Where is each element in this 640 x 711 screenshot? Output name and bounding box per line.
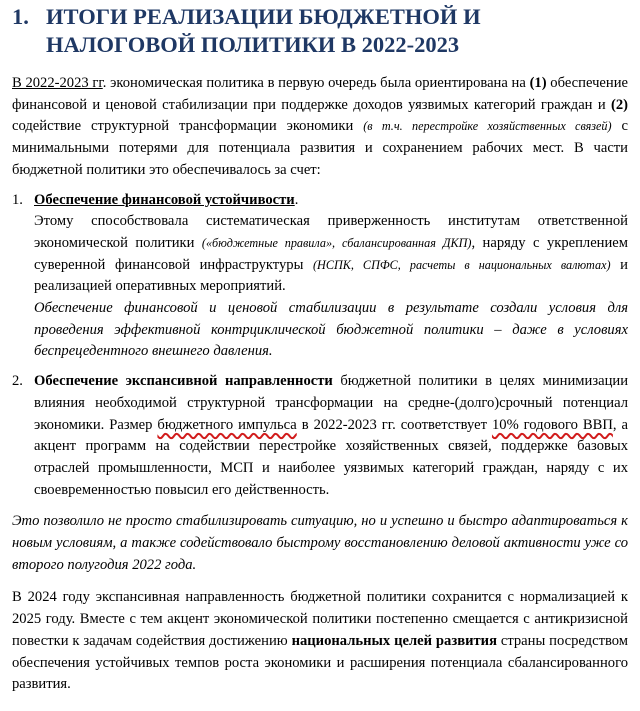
item-2-text-3: , а акцент программ на содействии перестройке хозяйственных связей, поддержке базовых отраслей промышленности, МСП и наиболее уязвимых категорий граждан, наряду с их своевременностью повысил его действенность. (34, 416, 628, 498)
item-2-highlight-impulse: бюджетного импульса (157, 416, 297, 433)
item-1-note-2: (НСПК, СПФС, расчеты в национальных валютах) (313, 257, 611, 272)
section-number: 1. (12, 4, 29, 29)
list-item (12, 190, 628, 364)
intro-text-4: с минимальными потерями для потенциала развития и сохранением рабочих мест. В части бюджетной политики это обеспечивалось за счет: (12, 118, 628, 178)
item-number: 2. (12, 373, 23, 390)
document-page (12, 0, 628, 696)
intro-note: (в т.ч. перестройке хозяйственных связей) (363, 119, 612, 134)
intro-marker-1: (1) (529, 75, 547, 91)
item-1-conclusion: Обеспечение финансовой и ценовой стабилизации в результате создали условия для проведения эффективной контрциклической бюджетной политики – даже в условиях беспрецедентного внешнего давления. (34, 300, 628, 360)
outlook-bold: национальных целей развития (291, 632, 497, 649)
outlook-text-2: страны посредством обеспечения устойчивых темпов роста экономики и расширения потенциала сбалансированного развития. (12, 632, 628, 693)
item-2-text-2: в 2022-2023 гг. соответствует (296, 416, 492, 433)
outlook-text-1: В 2024 году экспансивная направленность бюджетной политики сохранится с нормализацией к 2025 году. Вместе с тем акцент экономической политики постепенно смещается с антикризисной повестки к задачам содействия достижению (12, 589, 628, 649)
item-2-title: Обеспечение экспансивной направленности (34, 373, 333, 390)
intro-text-2: обеспечение финансовой и ценовой стабилизации при поддержке доходов уязвимых категорий граждан и (12, 75, 628, 113)
item-2-highlight-gdp: 10% годового ВВП (491, 416, 613, 433)
intro-marker-2: (2) (610, 96, 628, 113)
outlook-paragraph (12, 587, 628, 696)
summary-paragraph: Это позволило не просто стабилизировать ситуацию, но и успешно и быстро адаптироваться к новым условиям, а также содействовало быстрому восстановлению деловой активности уже со второго полугодия 2022 года. (12, 513, 628, 573)
section-title: ИТОГИ РЕАЛИЗАЦИИ БЮДЖЕТНОЙ И НАЛОГОВОЙ ПОЛИТИКИ В 2022-2023 (46, 4, 481, 57)
intro-paragraph (12, 73, 628, 182)
intro-lead: В 2022-2023 гг (12, 75, 103, 91)
list-item (12, 371, 628, 501)
item-1-text (34, 190, 628, 299)
measures-list (12, 190, 628, 502)
item-2-text-1: бюджетной политики в целях минимизации влияния необходимой структурной трансформации на средне-(долго)срочный потенциал экономики. Размер (34, 373, 628, 433)
intro-text-3: содействие структурной трансформации экономики (12, 118, 364, 135)
item-1-text-1: Этому способствовала систематическая приверженность институтам ответственной экономической политики (34, 213, 628, 251)
item-number: 1. (12, 191, 23, 208)
page-title (12, 0, 628, 59)
item-1-note-1: («бюджетные правила», сбалансированная ДКП) (201, 235, 472, 250)
item-1-text-2: , наряду с укреплением суверенной финансовой инфраструктуры (34, 234, 629, 273)
item-1-title-dot: . (294, 191, 299, 208)
item-1-text-3: и реализацией оперативных мероприятий. (34, 256, 628, 295)
item-1-title: Обеспечение финансовой устойчивости (34, 191, 295, 208)
item-2-text (34, 371, 628, 501)
intro-text-1: . экономическая политика в первую очередь была ориентирована на (102, 75, 530, 91)
